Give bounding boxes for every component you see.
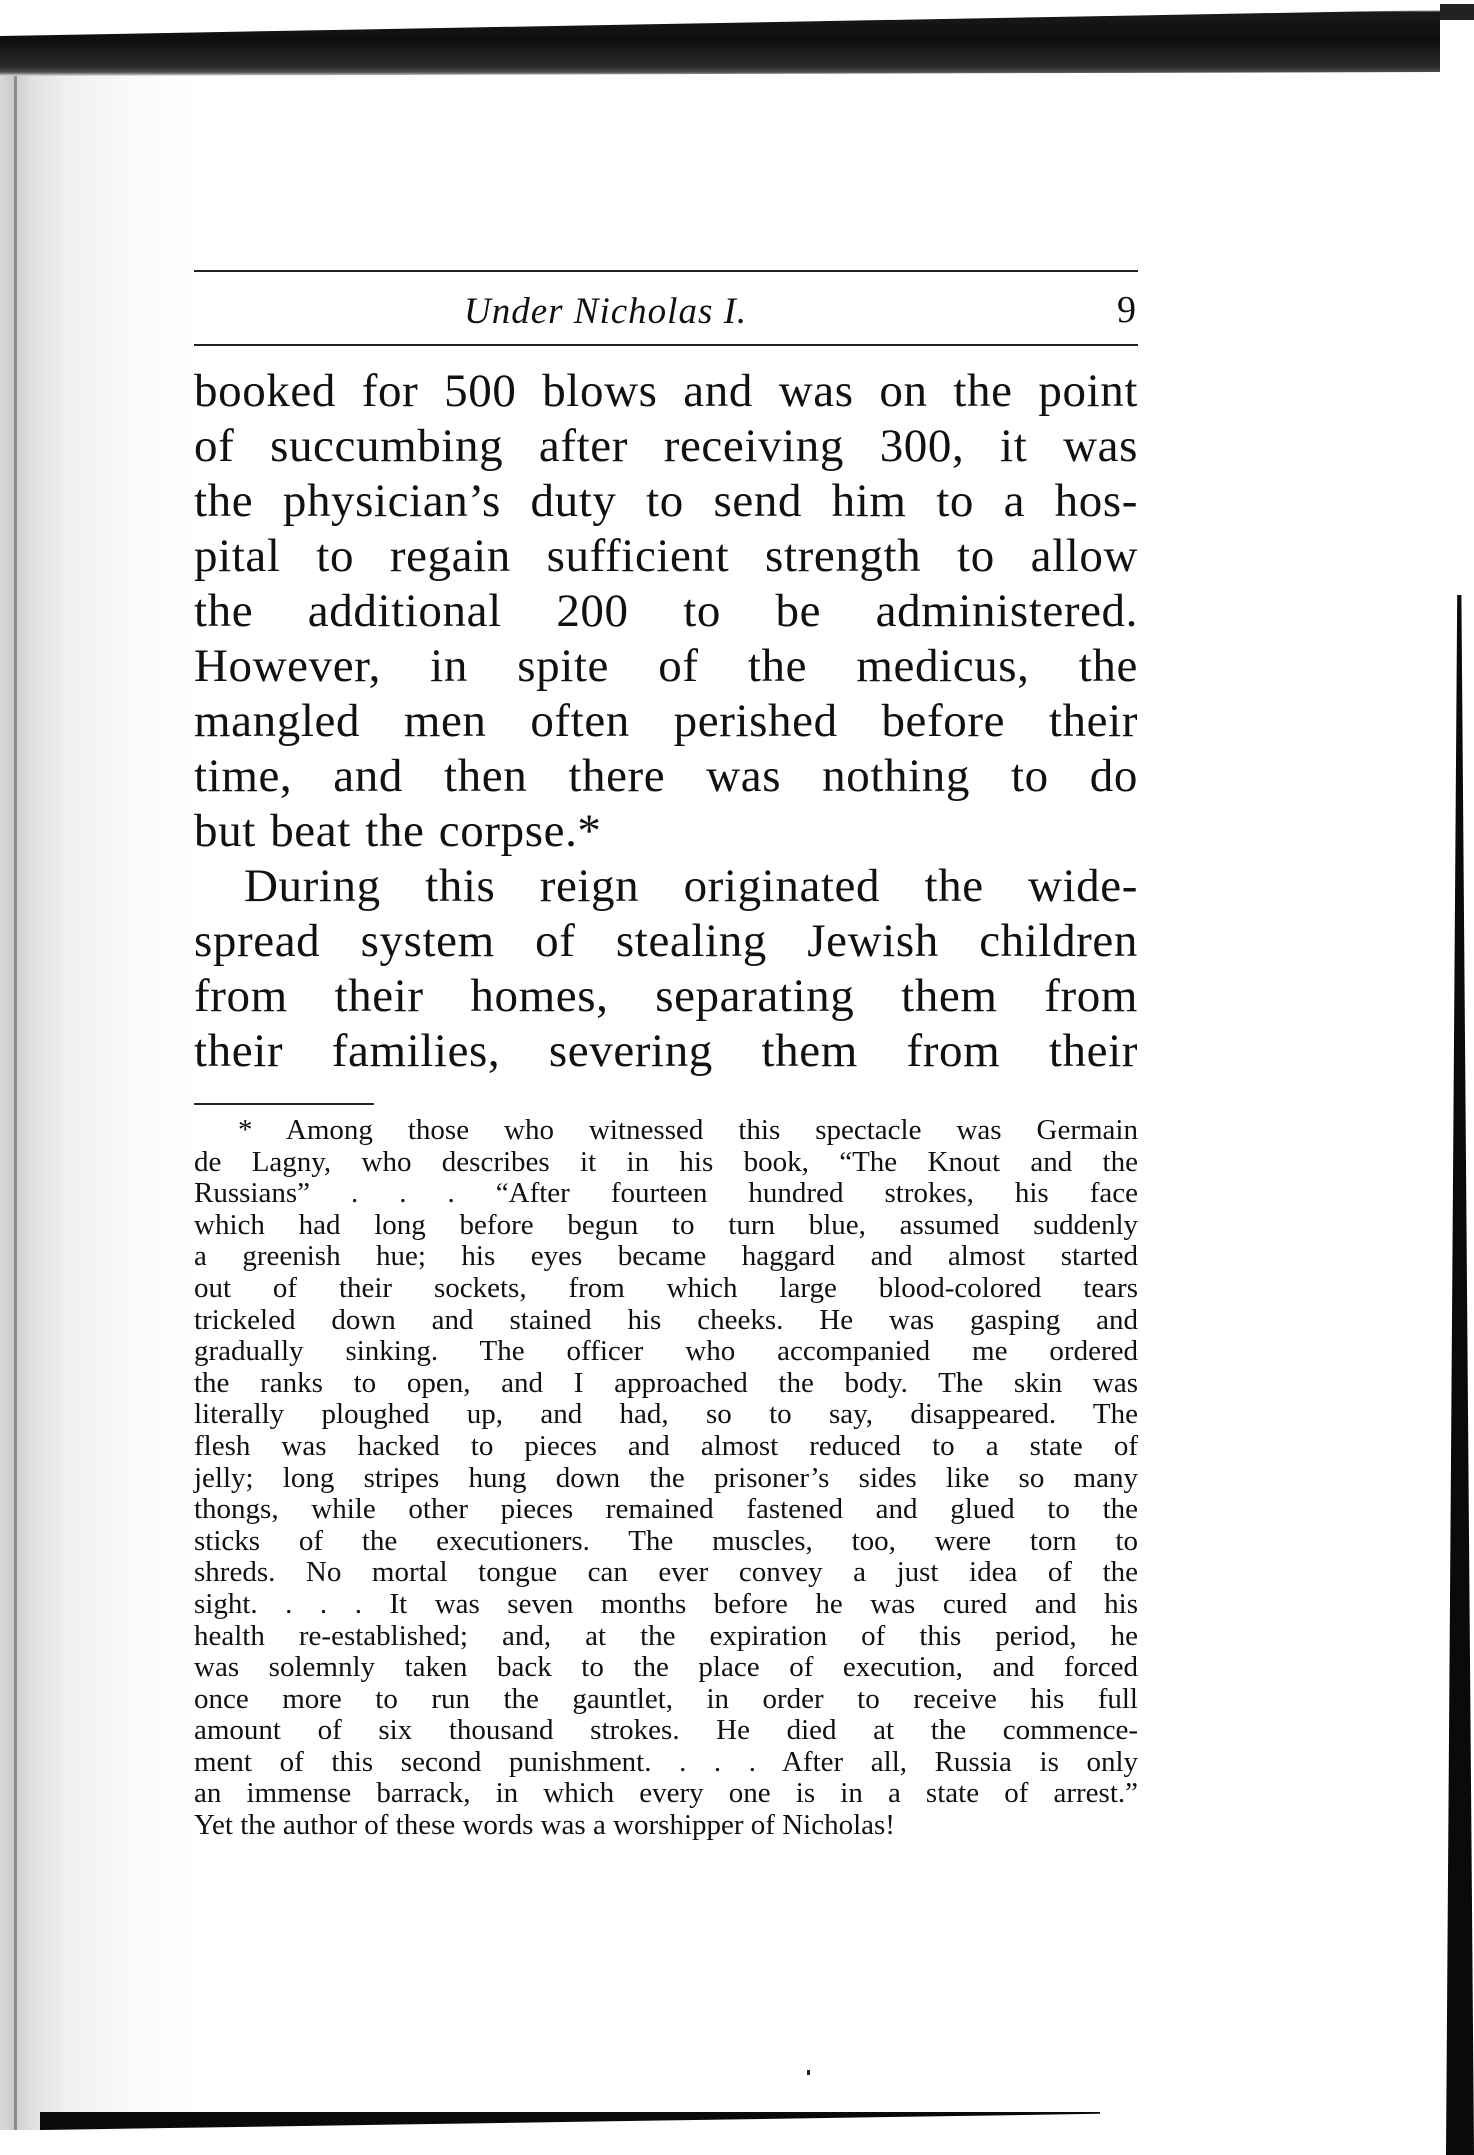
footnote-line: out of their sockets, from which large blood-colored tears (194, 1271, 1138, 1304)
footnote-divider (194, 1103, 374, 1105)
body-line: from their homes, separating them from (194, 970, 1138, 1022)
scan-gutter-shadow (0, 76, 200, 2130)
footnote-line: literally ploughed up, and had, so to say, disappeared. The (194, 1398, 1138, 1431)
footnote-line: jelly; long stripes hung down the prisoner’s sides like so many (194, 1461, 1138, 1494)
scan-corner-artifact (1440, 4, 1474, 20)
body-line: However, in spite of the medicus, the (194, 640, 1138, 692)
body-line-paragraph-start: During this reign originated the wide- (244, 860, 1138, 912)
body-line: mangled men often perished before their (194, 695, 1138, 747)
footnote-line: once more to run the gauntlet, in order to receive his full (194, 1682, 1138, 1715)
footnote-line: was solemnly taken back to the place of execution, and forced (194, 1651, 1138, 1684)
scan-page-edge-left (14, 76, 17, 2130)
footnote (194, 1115, 1138, 1842)
footnote-line: shreds. No mortal tongue can ever convey a just idea of the (194, 1556, 1138, 1589)
footnote-line: a greenish hue; his eyes became haggard and almost started (194, 1240, 1138, 1273)
footnote-line: de Lagny, who describes it in his book, “The Knout and the (194, 1145, 1138, 1178)
footnote-line: * Among those who witnessed this spectacle was Germain (238, 1114, 1138, 1146)
footnote-line: gradually sinking. The officer who accompanied me ordered (194, 1335, 1138, 1368)
body-line: booked for 500 blows and was on the point (194, 365, 1138, 417)
footnote-line: Yet the author of these words was a worshipper of Nicholas! (194, 1809, 895, 1842)
footnote-line: an immense barrack, in which every one is in a state of arrest.” (194, 1777, 1138, 1810)
body-line: the additional 200 to be administered. (194, 585, 1138, 637)
footnote-line: sticks of the executioners. The muscles, too, were torn to (194, 1524, 1138, 1557)
book-page (194, 270, 1138, 1842)
running-title: Under Nicholas I. (464, 291, 748, 332)
footnote-line: sight. . . . It was seven months before he was cured and his (194, 1587, 1138, 1620)
footnote-line: flesh was hacked to pieces and almost reduced to a state of (194, 1429, 1138, 1462)
footnote-line: amount of six thousand strokes. He died at the commence- (194, 1714, 1138, 1747)
body-line: spread system of stealing Jewish children (194, 915, 1138, 967)
body-line: of succumbing after receiving 300, it was (194, 420, 1138, 472)
footnote-line: which had long before begun to turn blue, assumed suddenly (194, 1208, 1138, 1241)
body-line: pital to regain sufficient strength to allow (194, 530, 1138, 582)
body-paragraphs (194, 364, 1138, 1079)
scan-top-border (0, 0, 1474, 76)
footnote-line: Russians” . . . “After fourteen hundred strokes, his face (194, 1177, 1138, 1210)
body-line: the physician’s duty to send him to a hos- (194, 475, 1138, 527)
scan-bottom-border (40, 2112, 1100, 2130)
page-number: 9 (1117, 289, 1136, 331)
body-line: time, and then there was nothing to do (194, 750, 1138, 802)
footnote-line: ment of this second punishment. . . . After all, Russia is only (194, 1745, 1138, 1778)
body-line-footnote-ref: but beat the corpse.* (194, 805, 602, 857)
footnote-line: thongs, while other pieces remained fastened and glued to the (194, 1493, 1138, 1526)
scan-page-edge-right (1446, 595, 1474, 2155)
body-line: their families, severing them from their (194, 1025, 1138, 1077)
scan-speck (807, 2070, 810, 2075)
footnote-line: trickeled down and stained his cheeks. He was gasping and (194, 1303, 1138, 1336)
footnote-line: health re-established; and, at the expiration of this period, he (194, 1619, 1138, 1652)
footnote-line: the ranks to open, and I approached the body. The skin was (194, 1366, 1138, 1399)
running-header (194, 270, 1138, 346)
